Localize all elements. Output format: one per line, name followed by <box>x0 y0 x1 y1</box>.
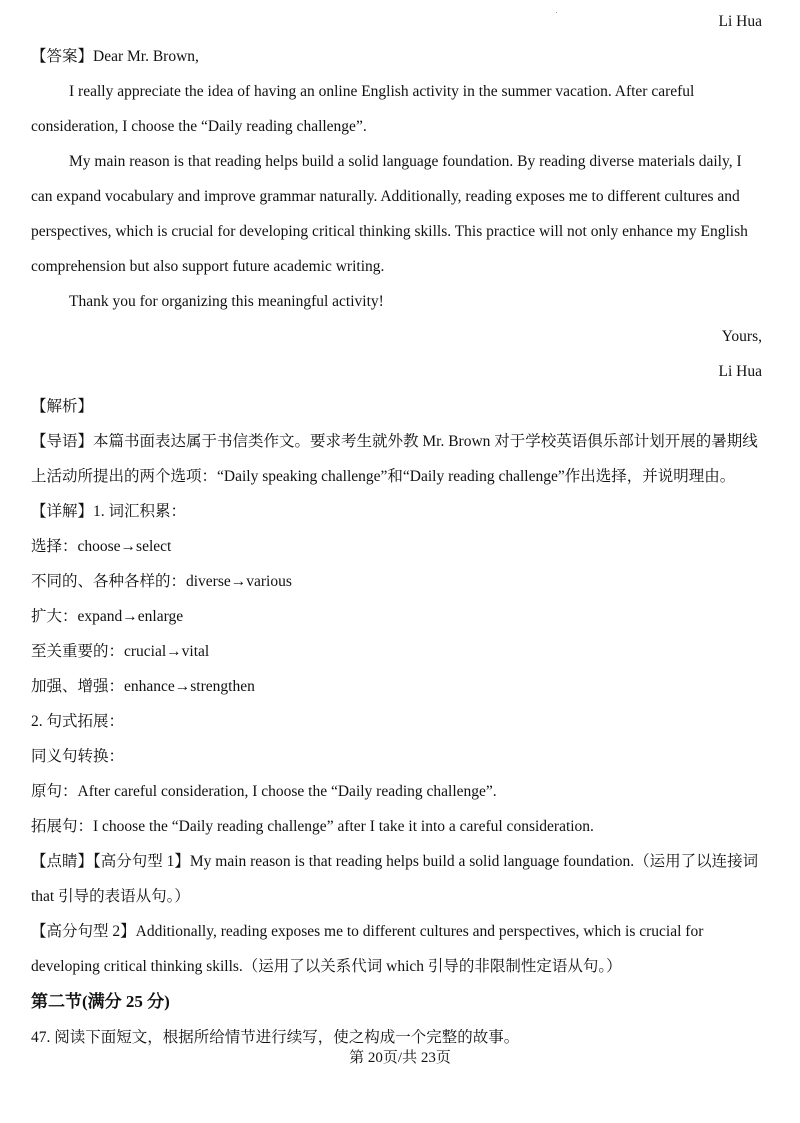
guide-line2: 上活动所提出的两个选项：“Daily speaking challenge”和“Daily reading challenge”作出选择，并说明理由。 <box>31 468 736 485</box>
expanded-sentence: 拓展句：I choose the “Daily reading challenge” after I take it into a careful consideration. <box>31 818 594 835</box>
highlight1-line2: that 引导的表语从句。） <box>31 888 190 905</box>
answer-tag: 【答案】 <box>31 48 94 65</box>
page-footer: 第 20页/共 23页 <box>349 1050 451 1066</box>
scan-speck <box>556 12 557 13</box>
vocab-item: 选择：choose→select <box>31 538 172 555</box>
signature: Li Hua <box>718 363 762 380</box>
sentence-heading: 2. 句式拓展： <box>31 713 125 730</box>
guide-line1: 【导语】本篇书面表达属于书信类作文。要求考生就外教 Mr. Brown 对于学校英语俱乐部计划开展的暑期线 <box>31 433 758 450</box>
answer-p1-line1: I really appreciate the idea of having an online English activity in the summer vacation. After careful <box>69 83 695 100</box>
salutation: Dear Mr. Brown, <box>93 48 199 65</box>
vocab-item: 加强、增强：enhance→strengthen <box>31 678 255 695</box>
answer-p2-line1: My main reason is that reading helps build a solid language foundation. By reading diverse materials daily, I <box>69 153 742 170</box>
answer-p1-line2: consideration, I choose the “Daily reading challenge”. <box>31 118 367 135</box>
highlight1-line1: 【点睛】【高分句型 1】My main reason is that reading helps build a solid language foundation.（运用了以连接词 <box>31 853 759 870</box>
original-sentence: 原句：After careful consideration, I choose the “Daily reading challenge”. <box>31 783 497 800</box>
header-signature: Li Hua <box>718 13 762 30</box>
vocab-item: 扩大：expand→enlarge <box>31 608 184 625</box>
answer-p2-line3: perspectives, which is crucial for developing critical thinking skills. This practice will not only enhance my English <box>31 223 748 240</box>
answer-p2-line2: can expand vocabulary and improve grammar naturally. Additionally, reading exposes me to different cultures and <box>31 188 740 205</box>
answer-p2-line4: comprehension but also support future academic writing. <box>31 258 385 275</box>
answer-p3: Thank you for organizing this meaningful activity! <box>69 293 384 310</box>
question-47: 47. 阅读下面短文，根据所给情节进行续写，使之构成一个完整的故事。 <box>31 1029 520 1046</box>
highlight2-line2: developing critical thinking skills.（运用了以关系代词 which 引导的非限制性定语从句。） <box>31 958 622 975</box>
detail-heading: 【详解】1. 词汇积累： <box>31 503 187 520</box>
section2-title: 第二节(满分 25 分) <box>31 992 170 1011</box>
synonym-heading: 同义句转换： <box>31 748 125 765</box>
vocab-item: 不同的、各种各样的：diverse→various <box>31 573 292 590</box>
analysis-tag: 【解析】 <box>31 398 94 415</box>
vocab-item: 至关重要的：crucial→vital <box>31 643 210 660</box>
answer-salutation-line <box>31 49 199 65</box>
highlight2-line1: 【高分句型 2】Additionally, reading exposes me to different cultures and perspectives, which is crucial for <box>31 923 704 940</box>
closing: Yours, <box>721 328 762 345</box>
